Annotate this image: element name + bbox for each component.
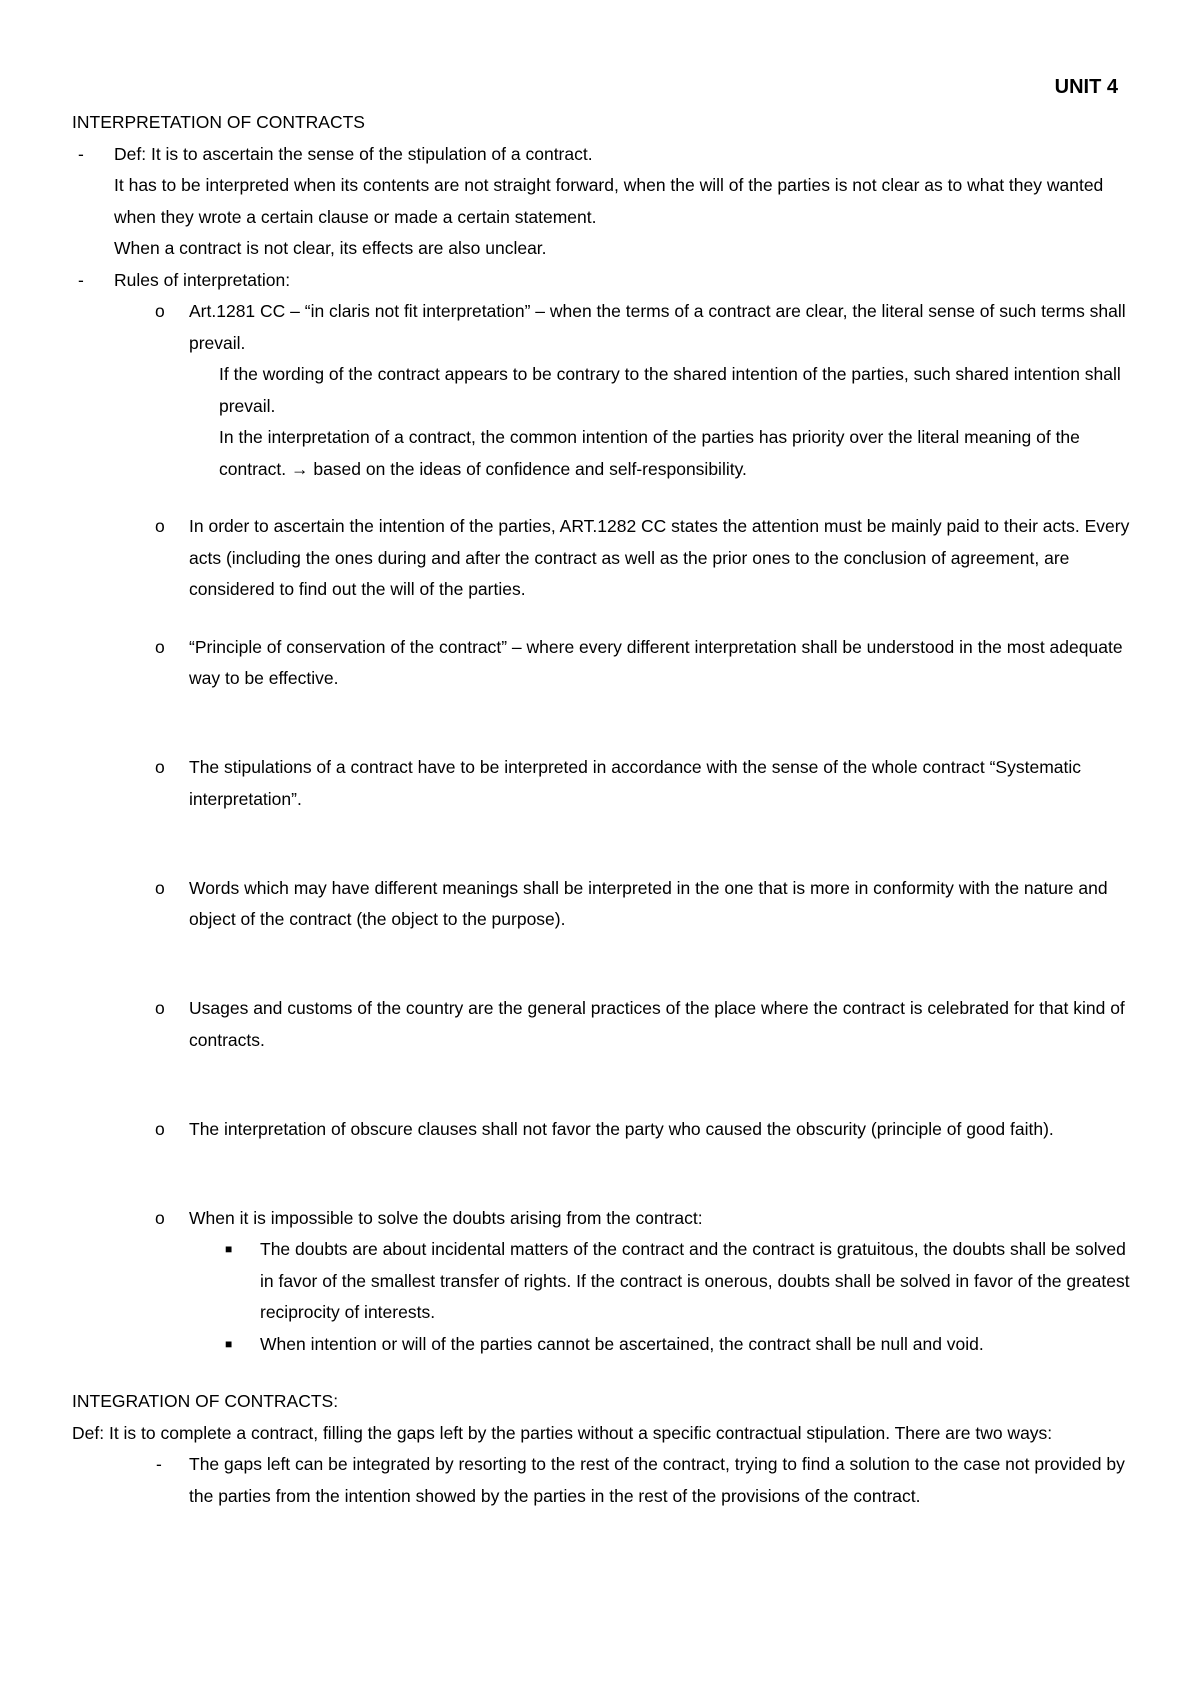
doubt-text: When intention or will of the parties cannot be ascertained, the contract shall be null and void. — [260, 1333, 984, 1354]
rule-text: The interpretation of obscure clauses shall not favor the party who caused the obscurity (principle of good faith). — [189, 1118, 1054, 1139]
rule-text: In order to ascertain the intention of the parties, ART.1282 CC states the attention must be mainly paid to their acts. Every acts (including the ones during and after the contract as well as the prior ones to the conclusion of agreement, are considered to find out the will of the parties. — [189, 516, 1130, 599]
square-bullet-icon: ■ — [225, 1242, 233, 1256]
interpretation-heading: INTERPRETATION OF CONTRACTS — [72, 112, 365, 132]
integration-definition: Def: It is to complete a contract, filling the gaps left by the parties without a specific contractual stipulation. There are two ways: — [72, 1422, 1053, 1443]
rules-item — [72, 265, 1132, 297]
doubt-item — [72, 1329, 1132, 1361]
circle-bullet-icon: o — [155, 998, 165, 1018]
rule-item — [72, 1203, 1132, 1235]
rule-subtext: In the interpretation of a contract, the common intention of the parties has priority over the literal meaning of the contract. → based on the ideas of confidence and self-responsibility. — [219, 427, 1080, 479]
rule-text: “Principle of conservation of the contract” – where every different interpretation shall be understood in the most adequate way to be effective. — [189, 636, 1123, 688]
unit-label: UNIT 4 — [1054, 76, 1118, 98]
rules-label: Rules of interpretation: — [114, 269, 291, 290]
rule-text: The stipulations of a contract have to be interpreted in accordance with the sense of the whole contract “Systematic interpretation”. — [189, 757, 1082, 809]
rule-item — [72, 1114, 1132, 1146]
dash-bullet: - — [78, 269, 84, 290]
doubt-text: The doubts are about incidental matters of the contract and the contract is gratuitous, the doubts shall be solved in favor of the smallest transfer of rights. If the contract is onerous, doubts shall be solved in favor of the greatest reciprocity of interests. — [260, 1239, 1130, 1322]
rule-item — [72, 752, 1132, 815]
circle-bullet-icon: o — [155, 1118, 165, 1139]
dash-bullet: - — [78, 143, 84, 164]
circle-bullet-icon: o — [155, 301, 165, 321]
circle-bullet-icon: o — [155, 1207, 165, 1228]
circle-bullet-icon: o — [155, 877, 165, 898]
document-body — [72, 107, 1132, 1512]
rule-item — [72, 511, 1132, 606]
rule-text: Words which may have different meanings shall be interpreted in the one that is more in conformity with the nature and object of the contract (the object to the purpose). — [189, 877, 1108, 929]
rule-item — [72, 632, 1132, 695]
definition-line: When a contract is not clear, its effects are also unclear. — [114, 238, 547, 258]
square-bullet-icon: ■ — [225, 1336, 233, 1351]
rules-list — [72, 296, 1132, 1360]
rule-subtext: If the wording of the contract appears to be contrary to the shared intention of the parties, such shared intention shall prevail. — [219, 364, 1121, 416]
rule-text: When it is impossible to solve the doubts arising from the contract: — [189, 1207, 703, 1228]
integration-item-text: The gaps left can be integrated by resorting to the rest of the contract, trying to find a solution to the case not provided by the parties from the intention showed by the parties in the rest of the provisions of the contract. — [189, 1454, 1125, 1506]
circle-bullet-icon: o — [155, 636, 165, 657]
definition-item — [72, 139, 1132, 171]
integration-item — [72, 1449, 1132, 1512]
dash-bullet: - — [156, 1454, 162, 1474]
rule-text: Art.1281 CC – “in claris not fit interpretation” – when the terms of a contract are clear, the literal sense of such terms shall prevail. — [189, 301, 1126, 353]
definition-line: It has to be interpreted when its contents are not straight forward, when the will of the parties is not clear as to what they wanted when they wrote a certain clause or made a certain statement. — [114, 175, 1104, 227]
circle-bullet-icon: o — [155, 516, 165, 536]
doubt-item — [72, 1234, 1132, 1329]
rule-item — [72, 873, 1132, 936]
rule-item — [72, 296, 1132, 485]
definition-text: Def: It is to ascertain the sense of the stipulation of a contract. — [114, 143, 593, 164]
circle-bullet-icon: o — [155, 757, 165, 777]
integration-heading: INTEGRATION OF CONTRACTS: — [72, 1391, 339, 1411]
rule-item — [72, 993, 1132, 1056]
definition-detail — [72, 170, 1132, 265]
rule-text: Usages and customs of the country are the general practices of the place where the contract is celebrated for that kind of contracts. — [189, 998, 1125, 1050]
